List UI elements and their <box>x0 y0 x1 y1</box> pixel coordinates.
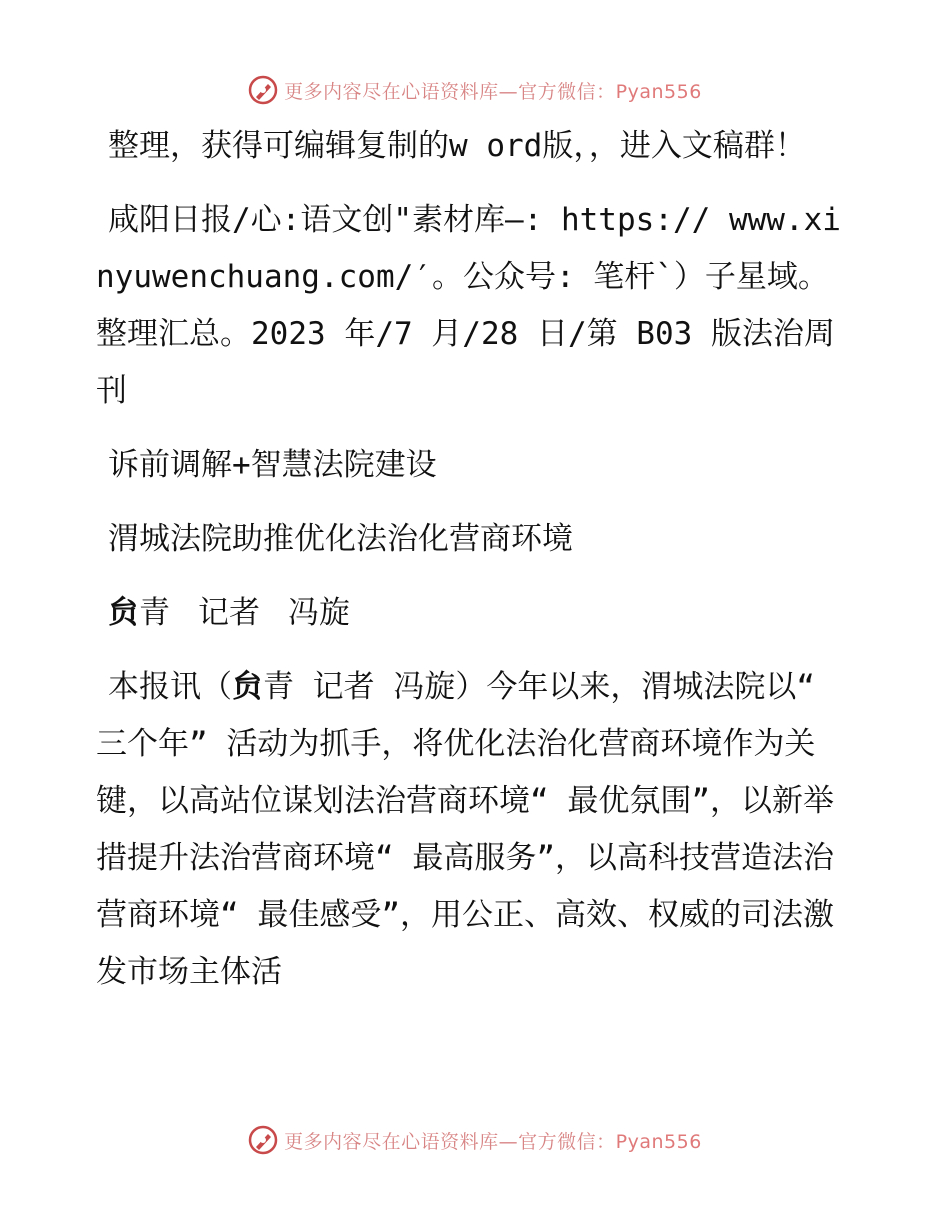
pen-logo-icon <box>248 75 278 105</box>
byline-role: 记者 <box>198 595 260 631</box>
headline-primary: 诉前调解+智慧法院建设 <box>108 447 437 483</box>
intro-paragraph: 整理，获得可编辑复制的w ord版，，进入文稿群！ <box>108 128 806 164</box>
article-lead: 本报讯（ <box>108 669 232 705</box>
byline-reporter: 冯旋 <box>288 595 350 631</box>
watermark-text: 更多内容尽在心语资料库—官方微信： <box>284 1130 616 1153</box>
pen-logo-icon <box>248 1125 278 1155</box>
footer-watermark <box>0 1120 950 1160</box>
document-body <box>96 118 856 1018</box>
watermark-handle: Pyan556 <box>615 1130 702 1153</box>
byline-surname: 贠 <box>108 595 139 631</box>
article-surname: 贠 <box>232 669 263 705</box>
byline <box>96 585 856 642</box>
article-paragraph <box>96 659 856 1001</box>
header-watermark <box>0 70 950 110</box>
article-text: 青 记者 冯旋）今年以来，渭城法院以“ 三个年” 活动为抓手，将优化法治化营商环境作为关键，以高站位谋划法治营商环境“ 最优氛围”，以新举措提升法治营商环境“ 最高服务”，以高科技营造法治营商环境“ 最佳感受”，用公正、高效、权威的司法激发市场主体活 <box>96 669 834 990</box>
headline-secondary: 渭城法院助推优化法治化营商环境 <box>108 521 573 557</box>
watermark-handle: Pyan556 <box>615 80 702 103</box>
byline-given-name: 青 <box>139 595 170 631</box>
watermark-text: 更多内容尽在心语资料库—官方微信： <box>284 80 616 103</box>
source-paragraph: 咸阳日报/心:语文创"素材库—: https:// www.xinyuwenchuang.com/′。公众号: 笔杆`）子星域。整理汇总。2023 年/7 月/28 日/第 B03 版法治周刊 <box>96 202 841 409</box>
